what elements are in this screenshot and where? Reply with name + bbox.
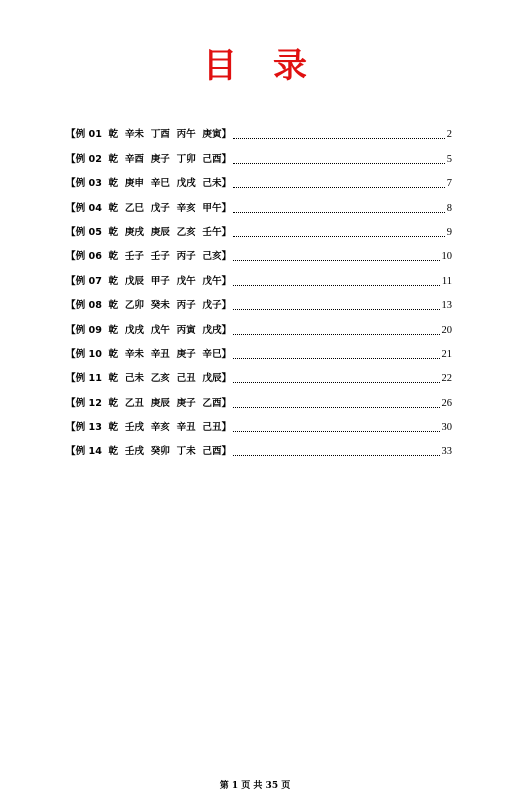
toc-row[interactable] xyxy=(66,191,452,215)
toc-entry-label: 【例 11 乾 己未 乙亥 己丑 戊辰】 xyxy=(66,373,232,385)
toc-row[interactable] xyxy=(66,313,452,337)
toc-entry-label: 【例 10 乾 辛未 辛丑 庚子 辛巳】 xyxy=(66,348,232,360)
toc-page-number: 26 xyxy=(441,397,452,409)
toc-dot-leader xyxy=(233,186,445,188)
toc-page-number: 13 xyxy=(441,300,452,312)
toc-entry-label: 【例 07 乾 戊辰 甲子 戊午 戊午】 xyxy=(66,275,232,287)
toc-dot-leader xyxy=(233,406,439,408)
toc-row[interactable] xyxy=(66,338,452,362)
toc-dot-leader xyxy=(233,235,445,237)
toc-row[interactable] xyxy=(66,435,452,459)
toc-dot-leader xyxy=(233,357,439,359)
toc-dot-leader xyxy=(233,381,439,383)
page-title: 目录 xyxy=(203,46,343,86)
toc-row[interactable] xyxy=(66,411,452,435)
toc-entry-label: 【例 04 乾 乙巳 戊子 辛亥 甲午】 xyxy=(66,202,232,214)
toc-page-number: 21 xyxy=(441,348,452,360)
toc-page-number: 5 xyxy=(446,153,452,165)
toc-entry-label: 【例 06 乾 壬子 壬子 丙子 己亥】 xyxy=(66,251,232,263)
toc-dot-leader xyxy=(233,211,445,213)
toc-entry-label: 【例 01 乾 辛未 丁酉 丙午 庚寅】 xyxy=(66,129,232,141)
toc-dot-leader xyxy=(233,333,439,335)
toc-dot-leader xyxy=(233,137,445,139)
toc-row[interactable] xyxy=(66,240,452,264)
toc-row[interactable] xyxy=(66,216,452,240)
toc-entry-label: 【例 08 乾 乙卯 癸未 丙子 戊子】 xyxy=(66,300,232,312)
toc-page-number: 9 xyxy=(446,226,452,238)
toc-page-number: 20 xyxy=(441,324,452,336)
toc-entry-label: 【例 13 乾 壬戌 辛亥 辛丑 己丑】 xyxy=(66,422,232,434)
page-footer: 第 1 页 共 35 页 xyxy=(219,781,291,791)
toc-dot-leader xyxy=(233,308,439,310)
toc-dot-leader xyxy=(233,259,439,261)
toc-entry-label: 【例 02 乾 辛酉 庚子 丁卯 己酉】 xyxy=(66,153,232,165)
toc-row[interactable] xyxy=(66,289,452,313)
toc-row[interactable] xyxy=(66,386,452,410)
toc-dot-leader xyxy=(233,430,439,432)
toc-dot-leader xyxy=(233,454,439,456)
toc-page-number: 7 xyxy=(446,178,452,190)
toc-row[interactable] xyxy=(66,264,452,288)
toc-page-number: 22 xyxy=(441,373,452,385)
toc-entry-label: 【例 09 乾 戊戌 戊午 丙寅 戊戌】 xyxy=(66,324,232,336)
toc-page-number: 8 xyxy=(446,202,452,214)
toc-page-number: 33 xyxy=(441,446,452,458)
toc-dot-leader xyxy=(233,162,445,164)
toc-row[interactable] xyxy=(66,142,452,166)
toc-entry-label: 【例 12 乾 乙丑 庚辰 庚子 乙酉】 xyxy=(66,397,232,409)
toc-row[interactable] xyxy=(66,118,452,142)
toc-page-number: 10 xyxy=(441,251,452,263)
table-of-contents xyxy=(66,118,452,459)
toc-entry-label: 【例 03 乾 庚申 辛巳 戊戌 己未】 xyxy=(66,178,232,190)
toc-entry-label: 【例 05 乾 庚戌 庚辰 乙亥 壬午】 xyxy=(66,226,232,238)
toc-entry-label: 【例 14 乾 壬戌 癸卯 丁未 己酉】 xyxy=(66,446,232,458)
toc-page-number: 2 xyxy=(446,129,452,141)
toc-row[interactable] xyxy=(66,167,452,191)
toc-page-number: 30 xyxy=(441,422,452,434)
toc-page-number: 11 xyxy=(441,275,452,287)
toc-dot-leader xyxy=(233,284,440,286)
toc-row[interactable] xyxy=(66,362,452,386)
